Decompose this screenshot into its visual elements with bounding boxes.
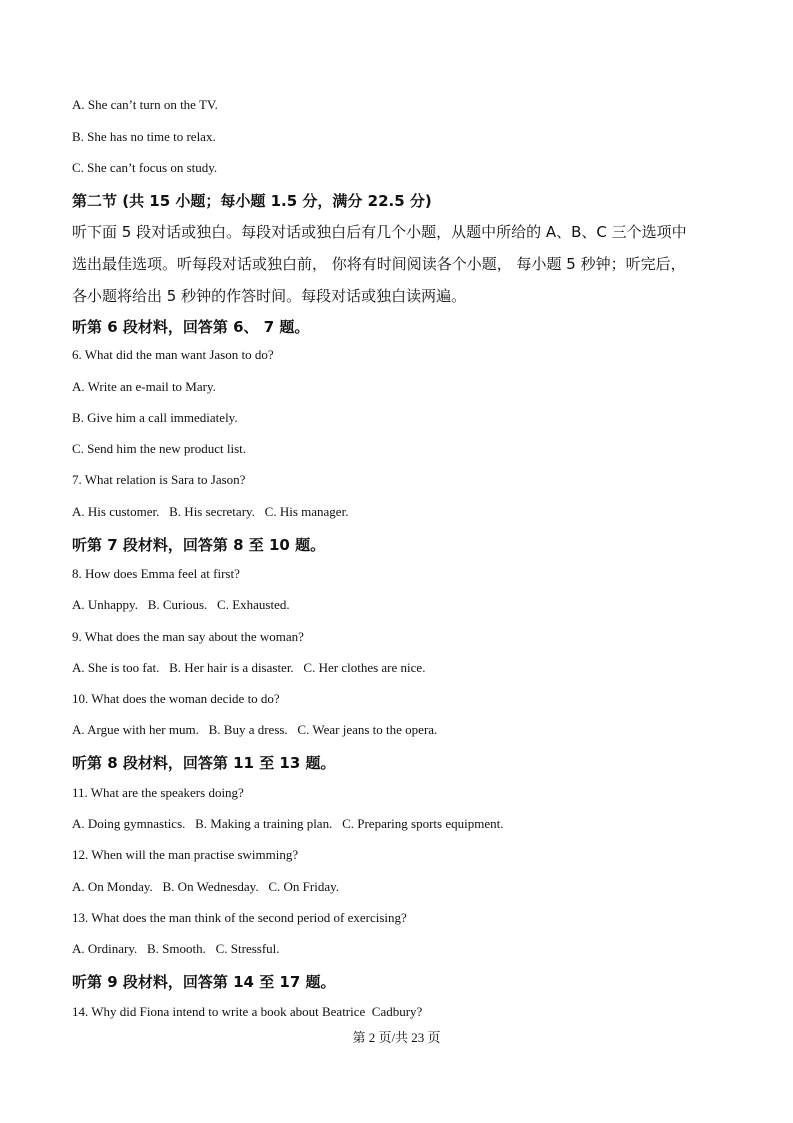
option-line: A. His customer. B. His secretary. C. His manager. — [72, 504, 349, 519]
question-line: 12. When will the man practise swimming? — [72, 847, 299, 862]
option-line: A. On Monday. B. On Wednesday. C. On Friday. — [72, 879, 339, 894]
option-line: A. Unhappy. B. Curious. C. Exhausted. — [72, 597, 290, 612]
material-heading: 听第 7 段材料，回答第 8 至 10 题。 — [72, 536, 326, 554]
material-heading: 听第 6 段材料，回答第 6、 7 题。 — [72, 318, 310, 336]
section-heading: 第二节 (共 15 小题；每小题 1.5 分，满分 22.5 分) — [72, 192, 432, 210]
option-line: C. She can’t focus on study. — [72, 160, 218, 175]
instruction-line: 选出最佳选项。听每段对话或独白前， 你将有时间阅读各个小题， 每小题 5 秒钟；听完后， — [72, 255, 686, 273]
question-line: 10. What does the woman decide to do? — [72, 691, 280, 706]
question-line: 8. How does Emma feel at first? — [72, 566, 240, 581]
material-heading: 听第 9 段材料，回答第 14 至 17 题。 — [72, 973, 336, 991]
option-line: A. Argue with her mum. B. Buy a dress. C. Wear jeans to the opera. — [72, 722, 438, 737]
instruction-line: 听下面 5 段对话或独白。每段对话或独白后有几个小题，从题中所给的 A、B、C 三个选项中 — [72, 223, 687, 241]
option-line: B. Give him a call immediately. — [72, 410, 238, 425]
option-line: A. Ordinary. B. Smooth. C. Stressful. — [72, 941, 280, 956]
page-number-footer: 第 2 页/共 23 页 — [352, 1030, 441, 1045]
option-line: B. She has no time to relax. — [72, 129, 216, 144]
question-line: 6. What did the man want Jason to do? — [72, 347, 274, 362]
option-line: A. Write an e-mail to Mary. — [72, 379, 216, 394]
option-line: C. Send him the new product list. — [72, 441, 247, 456]
question-line: 11. What are the speakers doing? — [72, 785, 244, 800]
question-line: 14. Why did Fiona intend to write a book about Beatrice Cadbury? — [72, 1004, 423, 1019]
option-line: A. She can’t turn on the TV. — [72, 97, 218, 112]
question-line: 13. What does the man think of the second period of exercising? — [72, 910, 407, 925]
instruction-line: 各小题将给出 5 秒钟的作答时间。每段对话或独白读两遍。 — [72, 287, 467, 305]
question-line: 9. What does the man say about the woman? — [72, 629, 304, 644]
option-line: A. She is too fat. B. Her hair is a disaster. C. Her clothes are nice. — [72, 660, 426, 675]
question-line: 7. What relation is Sara to Jason? — [72, 472, 246, 487]
option-line: A. Doing gymnastics. B. Making a training plan. C. Preparing sports equipment. — [72, 816, 504, 831]
material-heading: 听第 8 段材料，回答第 11 至 13 题。 — [72, 754, 336, 772]
